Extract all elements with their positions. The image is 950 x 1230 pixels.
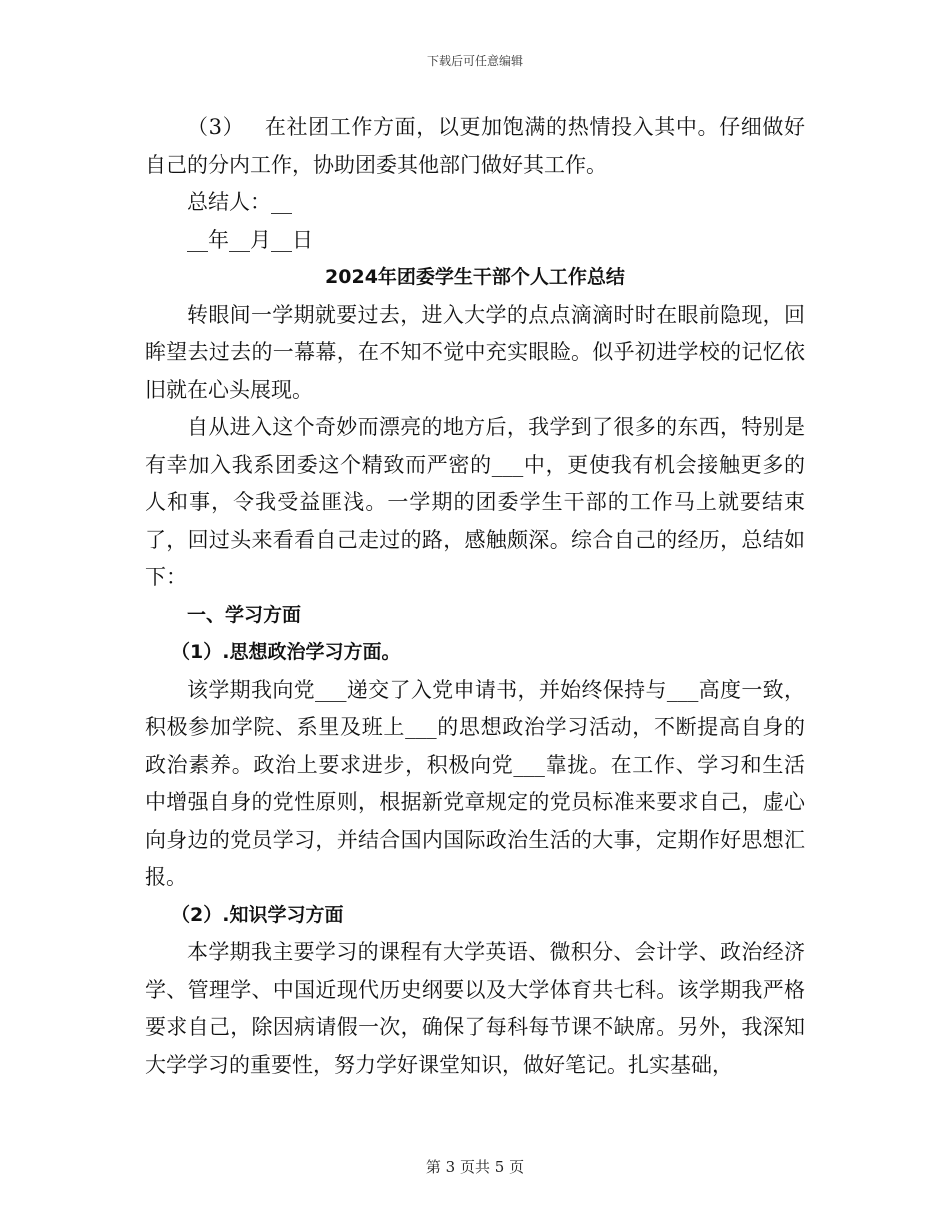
political-study-paragraph: 该学期我向党___递交了入党申请书，并始终保持与___高度一致，积极参加学院、系里及班上___的思想政治学习活动，不断提高自身的政治素养。政治上要求进步，积极向党___靠拢。在工作、学习和生活中增强自身的党性原则，根据新党章规定的党员标准来要求自己，虚心向身边的党员学习，并结合国内国际政治生活的大事，定期作好思想汇报。 [145, 677, 805, 889]
item-3-paragraph [145, 109, 805, 184]
document-body [145, 109, 805, 1084]
background-paragraph: 自从进入这个奇妙而漂亮的地方后，我学到了很多的东西，特别是有幸加入我系团委这个精致而严密的___中，更使我有机会接触更多的人和事，令我受益匪浅。一学期的团委学生干部的工作马上就要结束了，回过头来看看自己走过的路，感触颇深。综合自己的经历，总结如下： [145, 415, 805, 589]
subheading-political-study: （1）.思想政治学习方面。 [171, 641, 401, 663]
knowledge-study-paragraph: 本学期我主要学习的课程有大学英语、微积分、会计学、政治经济学、管理学、中国近现代历史纲要以及大学体育共七科。该学期我严格要求自己，除因病请假一次，确保了每科每节课不缺席。另外，我深知大学学习的重要性，努力学好课堂知识，做好笔记。扎实基础， [145, 940, 805, 1077]
item-3-number: （3） [187, 115, 245, 139]
intro-paragraph: 转眼间一学期就要过去，进入大学的点点滴滴时时在眼前隐现，回眸望去过去的一幕幕，在不知不觉中充实眼睑。似乎初进学校的记忆依旧就在心头展现。 [145, 302, 805, 402]
page-header: 下载后可任意编辑 [426, 54, 523, 68]
item-3-text: 在社团工作方面，以更加饱满的热情投入其中。仔细做好自己的分内工作，协助团委其他部门做好其工作。 [145, 115, 805, 177]
document-title: 2024年团委学生干部个人工作总结 [325, 266, 625, 288]
signer-line: 总结人：__ [187, 190, 292, 214]
page-footer: 第 3 页共 5 页 [425, 1158, 525, 1176]
section-heading-study: 一、学习方面 [187, 603, 302, 626]
subheading-knowledge-study: （2）.知识学习方面 [171, 903, 344, 926]
date-line: __年__月__日 [187, 227, 313, 252]
